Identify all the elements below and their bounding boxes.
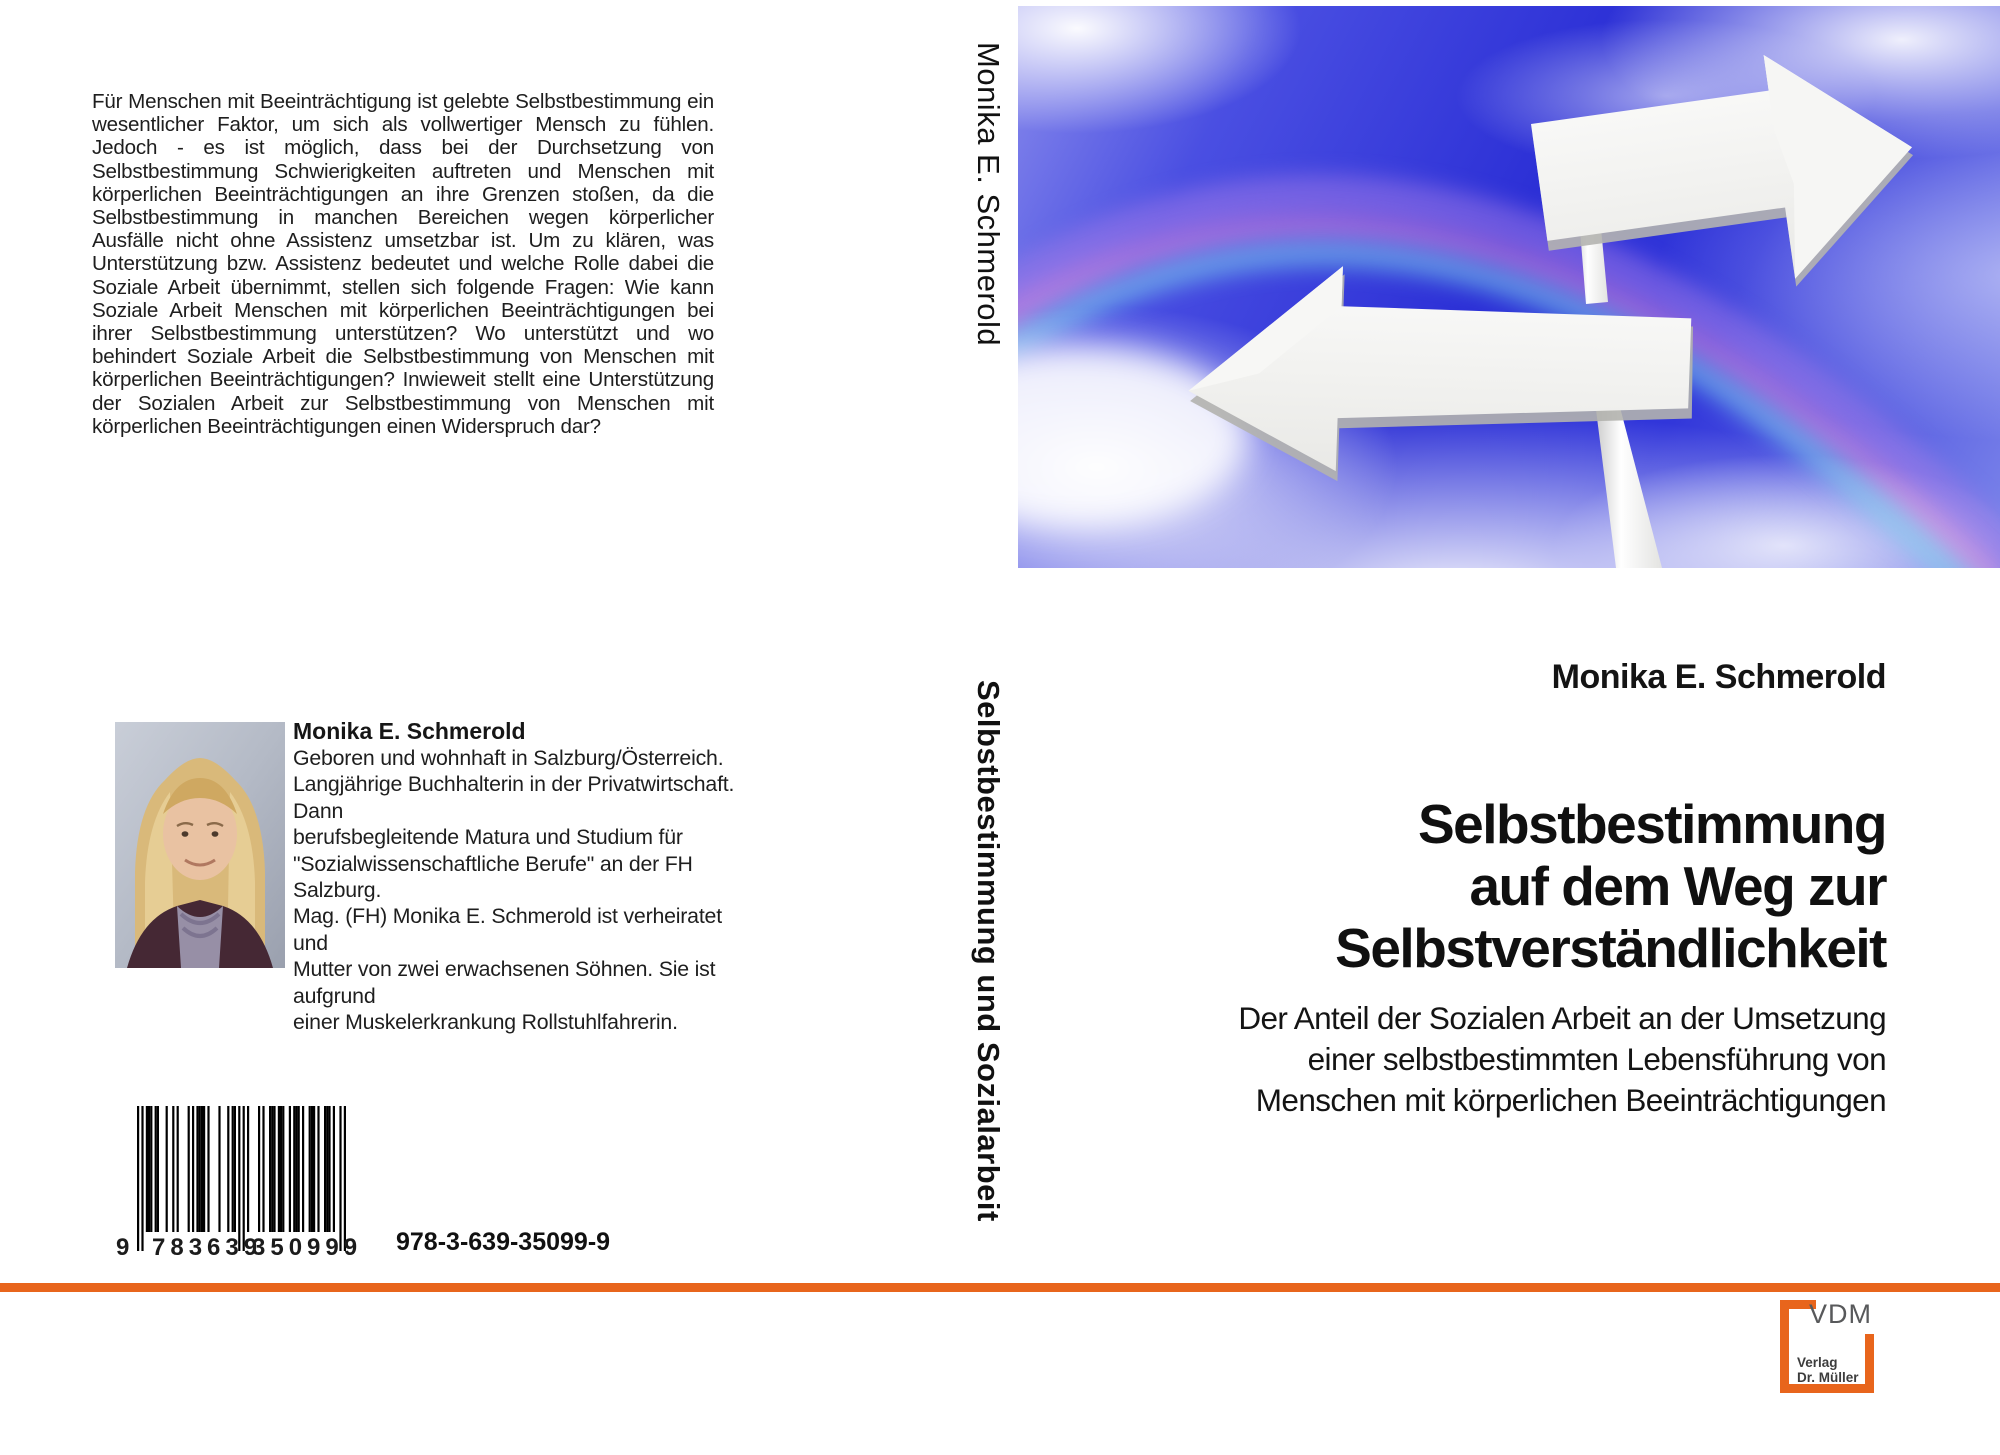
isbn-number: 978-3-639-35099-9 xyxy=(396,1228,611,1256)
cover-art-sky xyxy=(1018,6,2000,568)
front-subtitle-line: Der Anteil der Sozialen Arbeit an der Umsetzung xyxy=(1238,1000,1886,1036)
front-subtitle-line: einer selbstbestimmten Lebensführung von xyxy=(1307,1041,1886,1077)
barcode-digit-lead: 9 xyxy=(116,1234,130,1261)
author-bio-line: berufsbegleitende Matura und Studium für xyxy=(293,825,683,850)
barcode-digit-group1: 783639 xyxy=(152,1234,263,1261)
front-title xyxy=(1006,793,1886,979)
author-bio xyxy=(293,718,743,1035)
publisher-name: Verlag Dr. Müller xyxy=(1797,1355,1859,1385)
publisher-logo xyxy=(1780,1300,1874,1393)
front-title-line: Selbstbestimmung xyxy=(1417,793,1886,855)
author-bio-line: "Sozialwissenschaftliche Berufe" an der FH Salzburg. xyxy=(293,851,693,903)
barcode-digit-group2: 350999 xyxy=(252,1234,363,1261)
author-bio-line: Geboren und wohnhaft in Salzburg/Österreich. xyxy=(293,746,724,770)
author-bio-line: Mag. (FH) Monika E. Schmerold ist verheiratet und xyxy=(293,904,722,955)
front-title-line: auf dem Weg zur xyxy=(1469,855,1886,917)
front-title-line: Selbstverständlichkeit xyxy=(1335,917,1886,979)
spine-title: Selbstbestimmung und Sozialarbeit xyxy=(971,680,1006,1222)
publisher-logo-text: VDM xyxy=(1809,1299,1872,1329)
author-bio-line: einer Muskelerkrankung Rollstuhlfahrerin. xyxy=(293,1010,678,1035)
front-author: Monika E. Schmerold xyxy=(1551,658,1886,696)
front-subtitle-line: Menschen mit körperlichen Beeinträchtigungen xyxy=(1255,1082,1886,1118)
author-photo xyxy=(115,722,285,968)
barcode-bars xyxy=(137,1106,349,1254)
author-bio-line: Mutter von zwei erwachsenen Söhnen. Sie ist aufgrund xyxy=(293,957,716,1008)
front-subtitle xyxy=(1006,998,1886,1121)
author-bio-name: Monika E. Schmerold xyxy=(293,718,526,744)
spine-author: Monika E. Schmerold xyxy=(971,42,1006,347)
back-cover-blurb: Für Menschen mit Beeinträchtigung ist gelebte Selbstbestimmung ein wesentlicher Faktor, um sich als vollwertiger Mensch zu fühlen. Jedoch - es ist möglich, dass bei der Durchsetzung von Selbstbestimmung Schwierigkeiten auftreten und Menschen mit körperlichen Beeinträchtigungen an ihre Grenzen stoßen, da die Selbstbestimmung in manchen Bereichen wegen körperlicher Ausfälle nicht ohne Assistenz umsetzbar ist. Um zu klären, was Unterstützung bzw. Assistenz bedeutet und welche Rolle dabei die Soziale Arbeit übernimmt, stellen sich folgende Fragen: Wie kann Soziale Arbeit Menschen mit körperlichen Beeinträchtigungen bei ihrer Selbstbestimmung unterstützen? Wo unterstützt und wo behindert Soziale Arbeit die Selbstbestimmung von Menschen mit körperlichen Beeinträchtigungen? Inwieweit stellt eine Unterstützung der Sozialen Arbeit zur Selbstbestimmung von Menschen mit körperlichen Beeinträchtigungen einen Widerspruch dar? xyxy=(92,90,714,438)
author-bio-line: Langjährige Buchhalterin in der Privatwirtschaft. Dann xyxy=(293,772,735,823)
accent-stripe xyxy=(0,1283,2000,1292)
